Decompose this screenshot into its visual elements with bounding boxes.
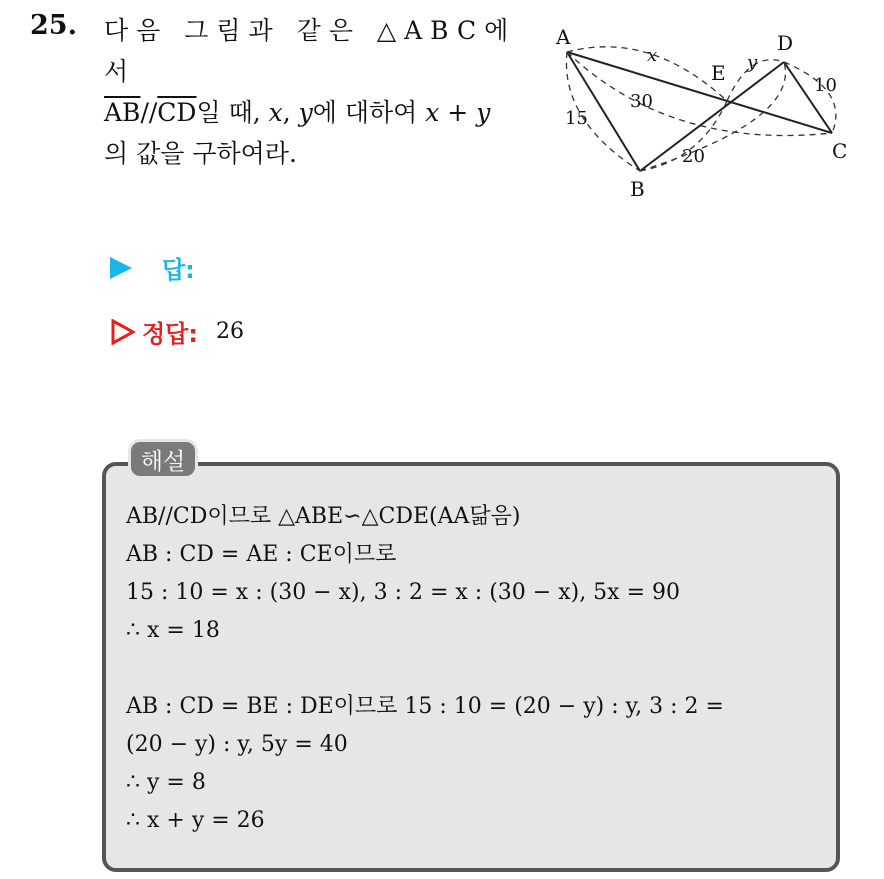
play-arrow-icon	[110, 257, 132, 279]
segment-cd: $\overline{CD}$	[157, 98, 197, 127]
answer-row	[110, 250, 195, 285]
triangle-figure	[548, 22, 868, 212]
question-line-2-text-2: 에 대하여	[312, 98, 426, 127]
vertex-b-label: B	[630, 177, 645, 201]
question-line-2-text: 일 때,	[196, 98, 269, 127]
answer-label: 답:	[162, 256, 195, 284]
solution-line: ∴ x + y = 26	[126, 808, 265, 833]
length-ac-label: 30	[630, 91, 653, 112]
question-text	[104, 10, 534, 174]
length-y-label: y	[747, 52, 758, 73]
segment-ab: $\overline{AB}$	[104, 98, 141, 127]
question-number: 25.	[30, 10, 77, 41]
outline-arrow-icon	[110, 319, 136, 345]
length-dc-label: 10	[814, 75, 837, 96]
vertex-a-label: A	[556, 25, 571, 49]
question-line-2	[104, 92, 534, 133]
solution-line: AB : CD = AE : CE이므로	[126, 542, 397, 567]
point-e-label: E	[711, 61, 726, 85]
solution-tag: 해설	[128, 439, 198, 479]
length-x-label: x	[647, 45, 658, 66]
length-bd-label: 20	[682, 146, 705, 167]
solution-line: 15 : 10 = x : (30 − x), 3 : 2 = x : (30 − x), 5x = 90	[126, 580, 680, 605]
question-line-3: 의 값을 구하여라.	[104, 139, 297, 168]
parallel-sign: //	[140, 98, 158, 127]
var-y: y	[298, 98, 313, 127]
solution-line: AB//CD이므로 △ABE∽△CDE(AA닮음)	[126, 504, 521, 529]
solution-line	[126, 650, 826, 688]
solution-line: ∴ y = 8	[126, 770, 206, 795]
solution-line: (20 − y) : y, 5y = 40	[126, 732, 348, 757]
correct-answer-label: 정답:	[142, 320, 198, 348]
length-ab-label: 15	[565, 108, 588, 129]
vertex-c-label: C	[832, 139, 848, 163]
question-line-1: 다음 그림과 같은 △ABC에서	[104, 16, 517, 86]
comma: ,	[282, 98, 299, 127]
solution-line: AB : CD = BE : DE이므로 15 : 10 = (20 − y) : y, 3 : 2 =	[126, 694, 724, 719]
solution-line: ∴ x = 18	[126, 618, 220, 643]
var-x: x	[268, 98, 283, 127]
vertex-d-label: D	[777, 31, 794, 55]
correct-answer-value: 26	[215, 319, 244, 344]
correct-answer-row	[110, 314, 244, 349]
expression-x-plus-y: x + y	[425, 98, 491, 127]
solution-text	[126, 498, 826, 840]
